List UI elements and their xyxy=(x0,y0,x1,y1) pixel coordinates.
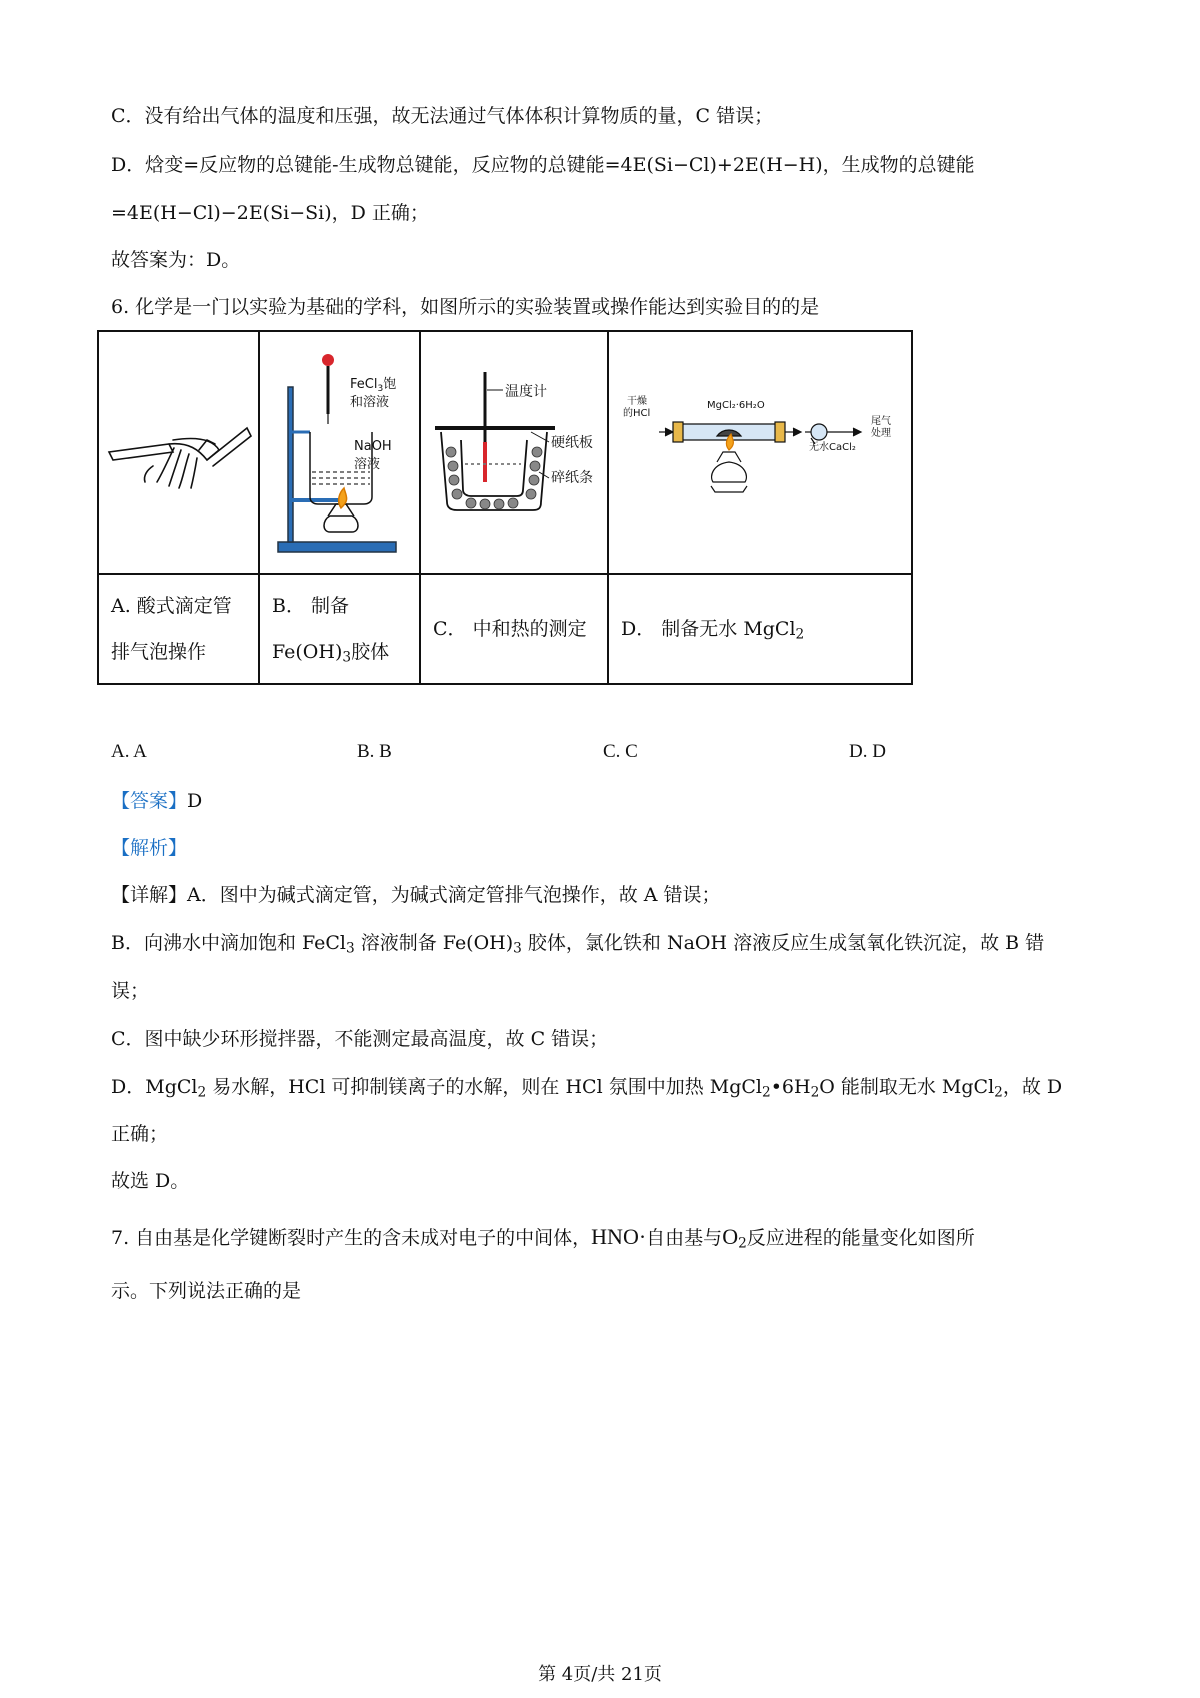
q6-stem: 6. 化学是一门以实验为基础的学科，如图所示的实验装置或操作能达到实验目的的是 xyxy=(111,296,820,318)
colloid-preparation-illustration xyxy=(260,332,419,569)
prev-solution-d-line2: =4E(H−Cl)−2E(Si−Si)，D 正确； xyxy=(111,202,429,224)
cell-c-figure xyxy=(420,331,608,574)
svg-text:MgCl₂·6H₂O: MgCl₂·6H₂O xyxy=(707,400,765,411)
option-b: B. B xyxy=(357,741,392,762)
svg-text:碎纸条: 碎纸条 xyxy=(551,470,593,486)
detail-a: A．图中为碱式滴定管，为碱式滴定管排气泡操作，故 A 错误； xyxy=(187,884,721,906)
caption-a: A. 酸式滴定管 排气泡操作 xyxy=(98,574,259,684)
q6-apparatus-table xyxy=(97,330,913,685)
svg-text:NaOH: NaOH xyxy=(354,439,392,454)
answer-value: D xyxy=(187,790,203,812)
svg-text:的HCl: 的HCl xyxy=(623,408,651,419)
q7-stem-line2: 示。下列说法正确的是 xyxy=(111,1280,302,1302)
svg-text:FeCl3饱: FeCl$_3$饱 xyxy=(350,377,397,394)
page-footer: 第 4页/共 21页 xyxy=(538,1664,662,1685)
detail-d-line1: D．MgCl$_2$ 易水解，HCl 可抑制镁离子的水解，则在 HCl 氛围中加热 $MgCl_2•6H_2O$ 能制取无水 MgCl$_2$，故 D xyxy=(111,1076,1063,1101)
burette-bubble-illustration xyxy=(99,332,258,569)
prev-solution-c: C．没有给出气体的温度和压强，故无法通过气体体积计算物质的量，C 错误； xyxy=(111,105,774,127)
detail-a-line xyxy=(111,882,721,908)
detail-label: 【详解】 xyxy=(111,884,188,906)
caption-c: C． 中和热的测定 xyxy=(420,574,608,684)
answer-label: 【答案】 xyxy=(111,790,188,812)
svg-text:硬纸板: 硬纸板 xyxy=(551,435,593,451)
svg-text:温度计: 温度计 xyxy=(505,384,547,400)
prev-solution-d-line1: D．焓变=反应物的总键能-生成物总键能，反应物的总键能=4E(Si−Cl)+2E(H−H)，生成物的总键能 xyxy=(111,154,975,176)
analysis-label: 【解析】 xyxy=(111,837,188,859)
detail-b-line2: 误； xyxy=(111,980,150,1002)
caption-d: D． 制备无水 MgCl$_2$ xyxy=(608,574,912,684)
cell-a-figure xyxy=(98,331,259,574)
q6-conclusion: 故选 D。 xyxy=(111,1170,190,1192)
svg-text:和溶液: 和溶液 xyxy=(350,395,390,410)
detail-b-line1: B．向沸水中滴加饱和 FeCl$_3$ 溶液制备 $Fe(OH)_3$ 胶体，氯化铁和 NaOH 溶液反应生成氢氧化铁沉淀，故 B 错 xyxy=(111,932,1045,957)
svg-text:无水CaCl₂: 无水CaCl₂ xyxy=(809,442,856,453)
neutralization-heat-illustration xyxy=(421,332,607,569)
cell-b-figure xyxy=(259,331,420,574)
cell-d-figure xyxy=(608,331,912,574)
answer-line xyxy=(111,788,202,814)
anhydrous-mgcl2-illustration xyxy=(609,332,911,569)
svg-text:处理: 处理 xyxy=(871,428,891,439)
detail-c: C．图中缺少环形搅拌器，不能测定最高温度，故 C 错误； xyxy=(111,1028,609,1050)
svg-text:干燥: 干燥 xyxy=(627,396,647,407)
option-c: C. C xyxy=(603,741,638,762)
prev-solution-conclusion: 故答案为：D。 xyxy=(111,249,241,271)
detail-d-line2: 正确； xyxy=(111,1123,169,1145)
analysis-label-line xyxy=(111,835,187,861)
option-d: D. D xyxy=(849,741,886,762)
svg-text:溶液: 溶液 xyxy=(354,457,381,472)
q7-stem-line1: 7. 自由基是化学键断裂时产生的含未成对电子的中间体，HNO·自由基与$O_2$反应进程的能量变化如图所 xyxy=(111,1224,975,1252)
svg-text:尾气: 尾气 xyxy=(871,416,891,427)
option-a: A. A xyxy=(111,741,147,762)
caption-b: B． 制备 $Fe(OH)_3$胶体 xyxy=(259,574,420,684)
